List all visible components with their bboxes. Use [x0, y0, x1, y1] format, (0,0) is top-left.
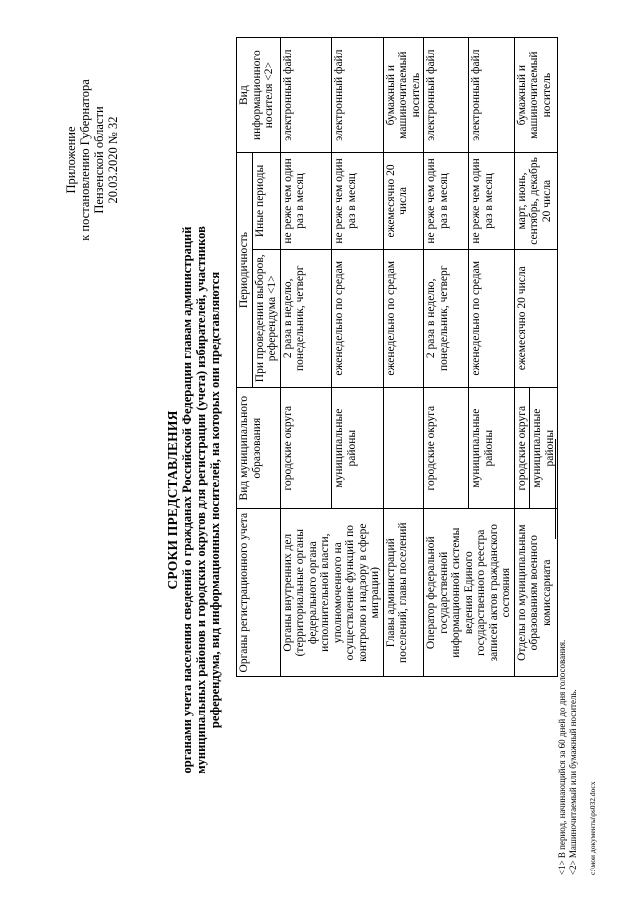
footnote-1: <1> В период, начинающийся за 60 дней до дня голосования.	[557, 639, 567, 875]
municipal-type-cell: городские округа	[424, 387, 469, 509]
header-media-type: Вид информационного носителя <2>	[237, 38, 281, 153]
appendix-line-1: Приложение	[64, 126, 78, 194]
other-periods-cell: не реже чем один раз в месяц	[332, 153, 384, 249]
deadlines-table	[236, 37, 558, 677]
footnote-2: <2> Машиночитаемый или бумажный носитель.	[568, 689, 578, 875]
header-other-periods: Иные периоды	[252, 153, 280, 249]
table-row	[280, 38, 332, 677]
title-main: СРОКИ ПРЕДСТАВЛЕНИЯ	[165, 410, 180, 590]
appendix-line-4: 20.03.2020 № 32	[106, 116, 120, 204]
appendix-line-3: Пензенской области	[92, 106, 106, 214]
other-periods-cell: не реже чем один раз в месяц	[469, 153, 514, 249]
footnotes	[557, 640, 579, 875]
organ-cell: Главы администраций поселений, главы поселений	[383, 509, 424, 677]
media-type-cell: электронный файл	[332, 38, 384, 153]
table-row	[383, 38, 424, 677]
appendix-line-2: к постановлению Губернатора	[78, 79, 92, 241]
during-elections-cell: 2 раза в неделю, понедельник, четверг	[280, 249, 332, 387]
header-during-elections: При проведении выборов, референдума <1>	[252, 249, 280, 387]
other-periods-cell: март, июнь, сентябрь, декабрь 20 числа	[514, 153, 558, 249]
header-row-1	[237, 38, 253, 677]
other-periods-cell: не реже чем один раз в месяц	[280, 153, 332, 249]
header-organs: Органы регистрационного учета	[237, 509, 281, 677]
municipal-type-cell: муниципальные районы	[530, 387, 558, 509]
other-periods-cell: ежемесячно 20 числа	[383, 153, 424, 249]
during-elections-cell: еженедельно по средам	[469, 249, 514, 387]
organ-cell: Органы внутренних дел (территориальные органы федерального органа исполнительной власти, уполномоченного на осуществление функций по контролю и надзору в сфере миграции)	[280, 509, 383, 677]
title-line-2: муниципальных районов и городских округов для регистрации (учета) избирателей, участников	[194, 226, 208, 774]
municipal-type-cell: городские округа	[280, 387, 332, 509]
during-elections-cell: 2 раза в неделю, понедельник, четверг	[424, 249, 469, 387]
table-row	[424, 38, 469, 677]
other-periods-cell: не реже чем один раз в месяц	[424, 153, 469, 249]
organ-cell: Отделы по муниципальным образованиям военного комиссариата	[514, 509, 558, 677]
header-periodicity: Периодичность	[237, 153, 253, 388]
organ-cell: Оператор федеральной государственной информационной системы ведения Единого государственного реестра записей актов гражданского состояния	[424, 509, 515, 677]
table-row	[514, 38, 530, 677]
media-type-cell: бумажный и машиночитаемый носитель	[514, 38, 558, 153]
header-municipal-type: Вид муниципального образования	[237, 387, 281, 509]
municipal-type-cell: городские округа	[514, 387, 530, 509]
media-type-cell: электронный файл	[469, 38, 514, 153]
file-path: c:\мои документы\ps032.docx	[588, 781, 597, 875]
appendix-block	[64, 65, 120, 255]
municipal-type-cell: муниципальные районы	[469, 387, 514, 509]
footnote-divider	[555, 439, 556, 539]
media-type-cell: электронный файл	[280, 38, 332, 153]
media-type-cell: бумажный и машиночитаемый носитель	[383, 38, 424, 153]
during-elections-cell: ежемесячно 20 числа	[514, 249, 558, 387]
title-line-1: органами учета населения сведений о гражданах Российской Федерации главам администраций	[180, 226, 194, 774]
title-line-3: референдума, вид информационных носителей, на которых они представляются	[208, 271, 222, 729]
municipal-type-cell: муниципальные районы	[332, 387, 384, 509]
during-elections-cell: еженедельно по средам	[383, 249, 424, 387]
document-title	[166, 195, 222, 805]
municipal-type-cell	[383, 387, 424, 509]
media-type-cell: электронный файл	[424, 38, 469, 153]
during-elections-cell: еженедельно по средам	[332, 249, 384, 387]
